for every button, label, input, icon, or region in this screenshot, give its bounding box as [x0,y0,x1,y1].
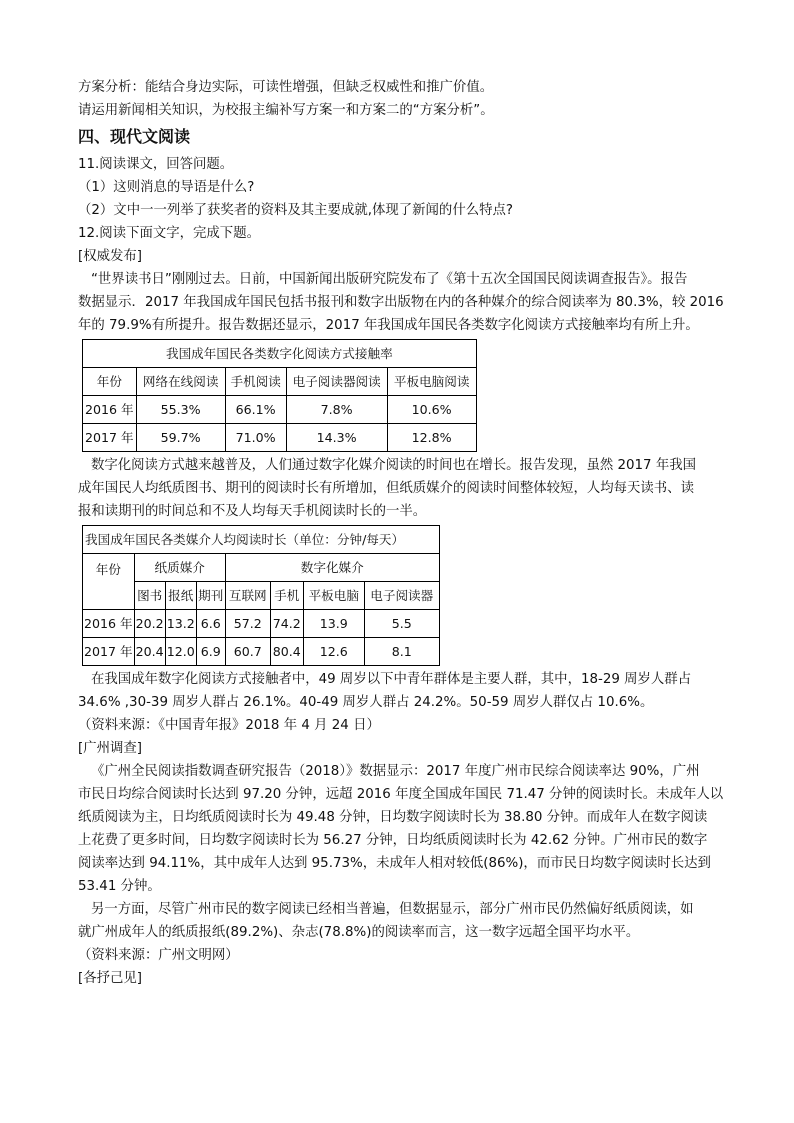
paragraph-3-line: 34.6% ,30-39 周岁人群占 26.1%。40-49 周岁人群占 24.2%。50-59 周岁人群仅占 10.6%。 [78,695,654,710]
analysis-line: 方案分析：能结合身边实际，可读性增强，但缺乏权威性和推广价值。 [78,80,494,95]
table-cell: 7.8% [286,396,387,424]
table-cell: 8.1 [364,638,439,666]
source-line: （资料来源：《中国青年报》2018 年 4 月 24 日） [78,718,380,733]
source-line: （资料来源：广州文明网） [78,948,239,963]
table-header: 报纸 [165,582,196,610]
table-header: 手机阅读 [225,368,286,396]
table-cell: 57.2 [225,610,270,638]
table-cell: 6.6 [196,610,225,638]
table-header: 期刊 [196,582,225,610]
question-11-title: 11.阅读课文，回答问题。 [78,157,234,172]
table-header: 手机 [270,582,303,610]
table-row [83,396,477,424]
table-cell: 10.6% [387,396,476,424]
table-header: 纸质媒介 [134,554,225,582]
document-page [78,76,724,990]
table-row [83,638,440,666]
table-title: 我国成年国民各类媒介人均阅读时长（单位：分钟/每天） [83,526,440,554]
tag-guangzhou: [广州调查] [78,741,143,756]
paragraph-1-line: 数据显示．2017 年我国成年国民包括书报刊和数字出版物在内的各种媒介的综合阅读率为 80.3%，较 2016 [78,295,724,310]
table-header: 数字化媒介 [225,554,439,582]
paragraph-4-line: 53.41 分钟。 [78,879,161,894]
table-cell: 2016 年 [83,610,135,638]
table-cell: 14.3% [286,424,387,452]
instruction-line: 请运用新闻相关知识，为校报主编补写方案一和方案二的“方案分析”。 [78,103,494,118]
table-header: 电子阅读器阅读 [286,368,387,396]
table-title: 我国成年国民各类数字化阅读方式接触率 [83,340,477,368]
paragraph-5-line: 另一方面，尽管广州市民的数字阅读已经相当普遍，但数据显示，部分广州市民仍然偏好纸质阅读，如 [91,902,694,917]
table-cell: 12.0 [165,638,196,666]
question-12-title: 12.阅读下面文字，完成下题。 [78,226,260,241]
paragraph-1-line: 年的 79.9%有所提升。报告数据还显示，2017 年我国成年国民各类数字化阅读方式接触率均有所上升。 [78,318,699,333]
tag-authority: [权威发布] [78,249,143,264]
table-cell: 2016 年 [83,396,137,424]
table-cell: 5.5 [364,610,439,638]
table-header: 年份 [83,554,135,610]
table-header-row [83,554,440,582]
table-cell: 55.3% [136,396,225,424]
table-cell: 59.7% [136,424,225,452]
table-cell: 60.7 [225,638,270,666]
table-cell: 20.4 [134,638,165,666]
table-header: 平板电脑阅读 [387,368,476,396]
table-header: 平板电脑 [303,582,364,610]
table-cell: 71.0% [225,424,286,452]
media-reading-time-table [82,525,440,666]
table-cell: 12.6 [303,638,364,666]
tag-opinions: [各抒己见] [78,971,143,986]
paragraph-2-line: 报和读期刊的时间总和不及人均每天手机阅读时长的一半。 [78,504,427,519]
table-cell: 80.4 [270,638,303,666]
question-11-sub1: （1）这则消息的导语是什么? [78,180,255,195]
question-11-sub2: （2）文中一一列举了获奖者的资料及其主要成就,体现了新闻的什么特点? [78,203,513,218]
table-header: 图书 [134,582,165,610]
paragraph-4-line: 《广州全民阅读指数调查研究报告（2018）》数据显示：2017 年度广州市民综合阅读率达 90%，广州 [91,764,700,779]
table-row [83,424,477,452]
table-cell: 20.2 [134,610,165,638]
paragraph-2-line: 成年国民人均纸质图书、期刊的阅读时长有所增加，但纸质媒介的阅读时间整体较短，人均每天读书、读 [78,481,694,496]
paragraph-1-line: “世界读书日”刚刚过去。日前，中国新闻出版研究院发布了《第十五次全国国民阅读调查报告》。报告 [91,272,688,287]
section-heading: 四、现代文阅读 [78,127,191,146]
paragraph-2-line: 数字化阅读方式越来越普及，人们通过数字化媒介阅读的时间也在增长。报告发现，虽然 2017 年我国 [91,458,696,473]
paragraph-4-line: 上花费了更多时间，日均数字阅读时长为 56.27 分钟，日均纸质阅读时长为 42.62 分钟。广州市民的数字 [78,833,708,848]
table-header: 互联网 [225,582,270,610]
table-header-row [83,582,440,610]
table-header-row [83,368,477,396]
table-cell: 12.8% [387,424,476,452]
paragraph-3-line: 在我国成年数字化阅读方式接触者中，49 周岁以下中青年群体是主要人群，其中，18-29 周岁人群占 [91,672,692,687]
paragraph-5-line: 就广州成年人的纸质报纸(89.2%)、杂志(78.8%)的阅读率而言，这一数字远超全国平均水平。 [78,925,640,940]
paragraph-4-line: 纸质阅读为主，日均纸质阅读时长为 49.48 分钟，日均数字阅读时长为 38.80 分钟。而成年人在数字阅读 [78,810,708,825]
table-cell: 66.1% [225,396,286,424]
paragraph-4-line: 市民日均综合阅读时长达到 97.20 分钟，远超 2016 年度全国成年国民 71.47 分钟的阅读时长。未成年人以 [78,787,724,802]
digital-reading-contact-table [82,339,477,452]
table-header: 电子阅读器 [364,582,439,610]
table-cell: 2017 年 [83,424,137,452]
table-cell: 13.9 [303,610,364,638]
table-cell: 6.9 [196,638,225,666]
table-cell: 2017 年 [83,638,135,666]
table-cell: 74.2 [270,610,303,638]
table-header: 网络在线阅读 [136,368,225,396]
table-cell: 13.2 [165,610,196,638]
table-header: 年份 [83,368,137,396]
paragraph-4-line: 阅读率达到 94.11%，其中成年人达到 95.73%，未成年人相对较低(86%)，而市民日均数字阅读时长达到 [78,856,711,871]
table-row [83,610,440,638]
